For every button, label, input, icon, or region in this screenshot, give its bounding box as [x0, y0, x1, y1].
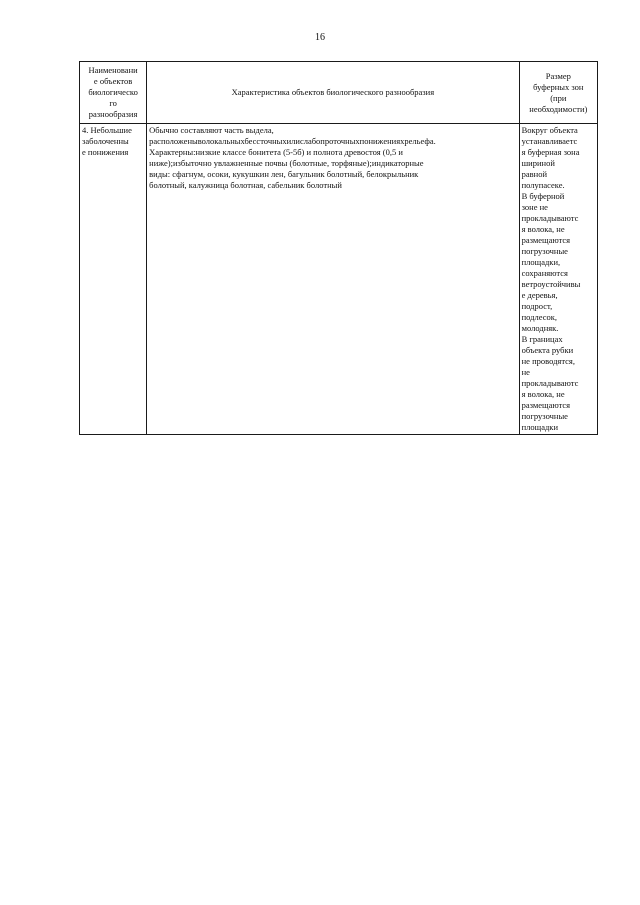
- header-line: разнообразия: [88, 109, 138, 119]
- header-line: Размер: [545, 70, 571, 81]
- cell-line: я волока, не: [521, 389, 565, 399]
- biodiversity-objects-table: [79, 61, 598, 435]
- cell-line: Характерны:низкие классе бонитета (5-5б) и полнота древостоя (0,5 и: [149, 147, 403, 157]
- cell-line: е понижения: [82, 147, 129, 157]
- header-line: (при: [550, 92, 567, 103]
- cell-line: виды: сфагнум, осоки, кукушкин лен, багульник болотный, белокрыльник: [149, 169, 419, 179]
- cell-line: площадки: [521, 422, 558, 432]
- cell-line: погрузочные: [521, 411, 568, 421]
- cell-line: объекта рубки: [521, 345, 574, 355]
- cell-line: заболоченны: [82, 136, 129, 146]
- cell-line: ниже);избыточно увлажненные почвы (болотные, торфяные);индикаторные: [149, 158, 424, 168]
- cell-line: площадки,: [521, 257, 561, 267]
- header-characteristic: [147, 62, 519, 124]
- cell-line: В буферной: [521, 191, 565, 201]
- table-header-row: [80, 62, 598, 124]
- cell-line: полупасеке.: [521, 180, 565, 190]
- header-line: Наименовани: [88, 65, 138, 75]
- cell-line: я волока, не: [521, 224, 565, 234]
- characteristic-cell: [147, 124, 519, 435]
- cell-line: не проводятся,: [521, 356, 575, 366]
- cell-line: болотный, калужница болотная, сабельник болотный: [149, 180, 342, 190]
- cell-line: расположеныволокальныхбессточныхилислабопроточныхпониженияхрельефа.: [149, 136, 436, 146]
- cell-line: молодняк.: [521, 323, 559, 333]
- cell-line: Вокруг объекта: [521, 125, 578, 135]
- table-row: [80, 124, 598, 435]
- cell-line: ветроустойчивы: [521, 279, 581, 289]
- header-line: Характеристика объектов биологического разнообразия: [231, 87, 435, 97]
- header-buffer-zone-size: [519, 62, 597, 124]
- cell-line: 4. Небольшие: [82, 125, 132, 135]
- header-line: биологическо: [88, 87, 138, 97]
- buffer-zone-cell: [519, 124, 597, 435]
- cell-line: равной: [521, 169, 548, 179]
- object-name-cell: [80, 124, 147, 435]
- cell-line: сохраняются: [521, 268, 568, 278]
- cell-line: прокладываютс: [521, 213, 579, 223]
- cell-line: зоне не: [521, 202, 548, 212]
- header-line: буферных зон: [533, 81, 584, 92]
- cell-line: устанавливаетс: [521, 136, 578, 146]
- header-line: е объектов: [93, 76, 133, 86]
- cell-line: прокладываютс: [521, 378, 579, 388]
- page-number: 16: [315, 32, 325, 43]
- header-line: го: [109, 98, 117, 108]
- cell-line: В границах: [521, 334, 563, 344]
- cell-line: я буферная зона: [521, 147, 580, 157]
- cell-line: не: [521, 367, 530, 377]
- cell-line: Обычно составляют часть выдела,: [149, 125, 274, 135]
- cell-line: подлесок,: [521, 312, 558, 322]
- header-line: необходимости): [529, 103, 588, 114]
- cell-line: погрузочные: [521, 246, 568, 256]
- cell-line: размещаются: [521, 235, 571, 245]
- header-object-name: [80, 62, 147, 124]
- cell-line: шириной: [521, 158, 555, 168]
- cell-line: размещаются: [521, 400, 571, 410]
- cell-line: подрост,: [521, 301, 553, 311]
- cell-line: е деревья,: [521, 290, 558, 300]
